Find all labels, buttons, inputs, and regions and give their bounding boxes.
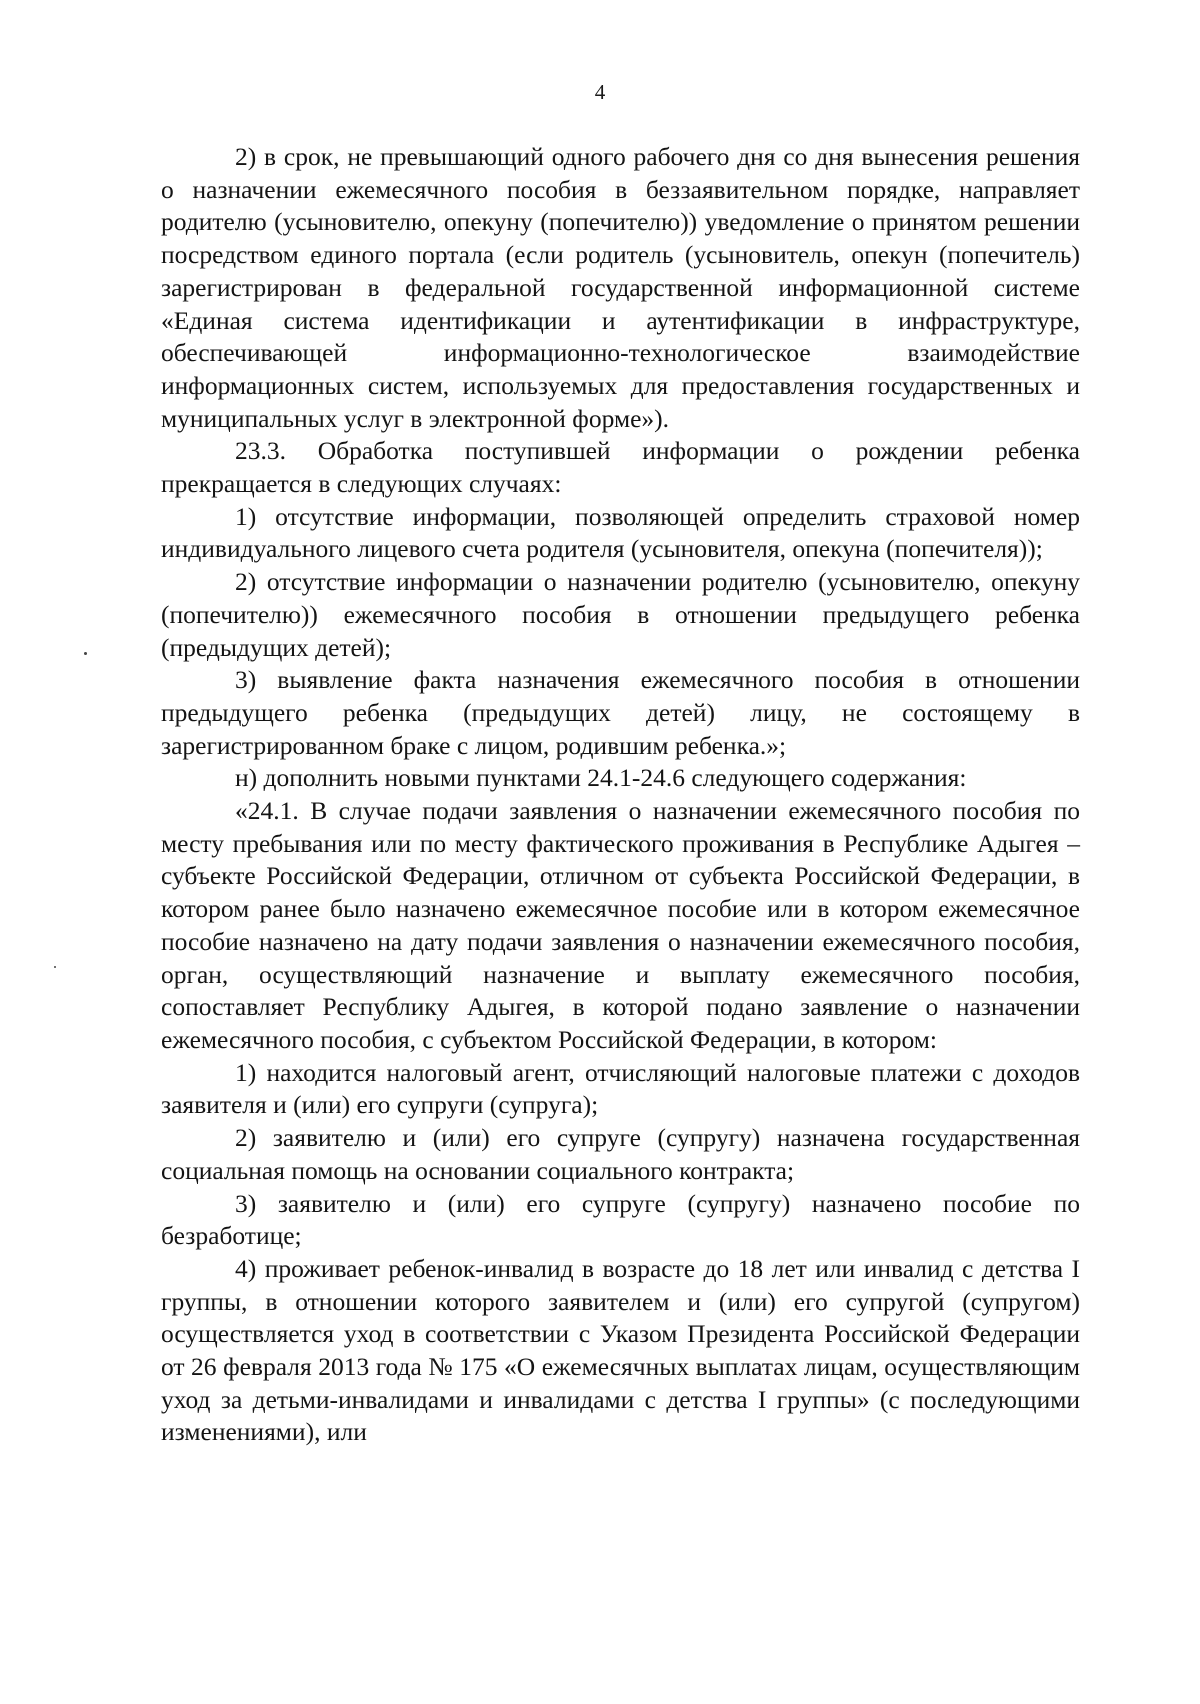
paragraph-24-1-item-1: 1) находится налоговый агент, отчисляющий налоговые платежи с доходов заявителя и (или) его супруги (супруга); xyxy=(161,1057,1080,1120)
paragraph-item-2-notification: 2) в срок, не превышающий одного рабочего дня со дня вынесения решения о назначении ежемесячного пособия в беззаявительном порядке, направляет родителю (усыновителю, опекуну (попечителю)) уведомление о принятом решении посредством единого портала (если родитель (усыновитель, опекун (попечитель) зарегистрирован в федеральной государственной информационной системе «Единая система идентификации и аутентификации в инфраструктуре, обеспечивающей информационно-технологическое взаимодействие информационных систем, используемых для предоставления государственных и муниципальных услуг в электронной форме»). xyxy=(161,142,1080,433)
paragraph-24-1-item-4: 4) проживает ребенок-инвалид в возрасте до 18 лет или инвалид с детства I группы, в отношении которого заявителем и (или) его супругой (супругом) осуществляется уход в соответствии с Указом Президента Российской Федерации от 26 февраля 2013 года № 175 «О ежемесячных выплатах лицам, осуществляющим уход за детьми-инвалидами и инвалидами с детства I группы» (с последующими изменениями), или xyxy=(161,1253,1080,1447)
scan-speck xyxy=(54,966,56,968)
page-number: 4 xyxy=(594,80,606,104)
paragraph-24-1-item-3: 3) заявителю и (или) его супруге (супругу) назначено пособие по безработице; xyxy=(161,1188,1080,1251)
paragraph-subitem-n: н) дополнить новыми пунктами 24.1-24.6 следующего содержания: xyxy=(235,763,967,793)
document-body xyxy=(161,141,1080,1449)
paragraph-23-3: 23.3. Обработка поступившей информации о рождении ребенка прекращается в следующих случаях: xyxy=(161,436,1080,499)
paragraph-23-3-item-3: 3) выявление факта назначения ежемесячного пособия в отношении предыдущего ребенка (предыдущих детей) лицу, не состоящему в зарегистрированном браке с лицом, родившим ребенка.»; xyxy=(161,665,1080,760)
paragraph-23-3-item-2: 2) отсутствие информации о назначении родителю (усыновителю, опекуну (попечителю)) ежемесячного пособия в отношении предыдущего ребенка (предыдущих детей); xyxy=(161,567,1080,662)
scan-speck xyxy=(84,652,87,655)
paragraph-23-3-item-1: 1) отсутствие информации, позволяющей определить страховой номер индивидуального лицевого счета родителя (усыновителя, опекуна (попечителя)); xyxy=(161,501,1080,564)
paragraph-24-1-item-2: 2) заявителю и (или) его супруге (супругу) назначена государственная социальная помощь на основании социального контракта; xyxy=(161,1123,1080,1185)
paragraph-24-1: «24.1. В случае подачи заявления о назначении ежемесячного пособия по месту пребывания или по месту фактического проживания в Республике Адыгея – субъекте Российской Федерации, отличном от субъекта Российской Федерации, в котором ранее было назначено ежемесячное пособие или в котором ежемесячное пособие назначено на дату подачи заявления о назначении ежемесячного пособия, орган, осуществляющий назначение и выплату ежемесячного пособия, сопоставляет Республику Адыгея, в которой подано заявление о назначении ежемесячного пособия, с субъектом Российской Федерации, в котором: xyxy=(161,796,1080,1054)
